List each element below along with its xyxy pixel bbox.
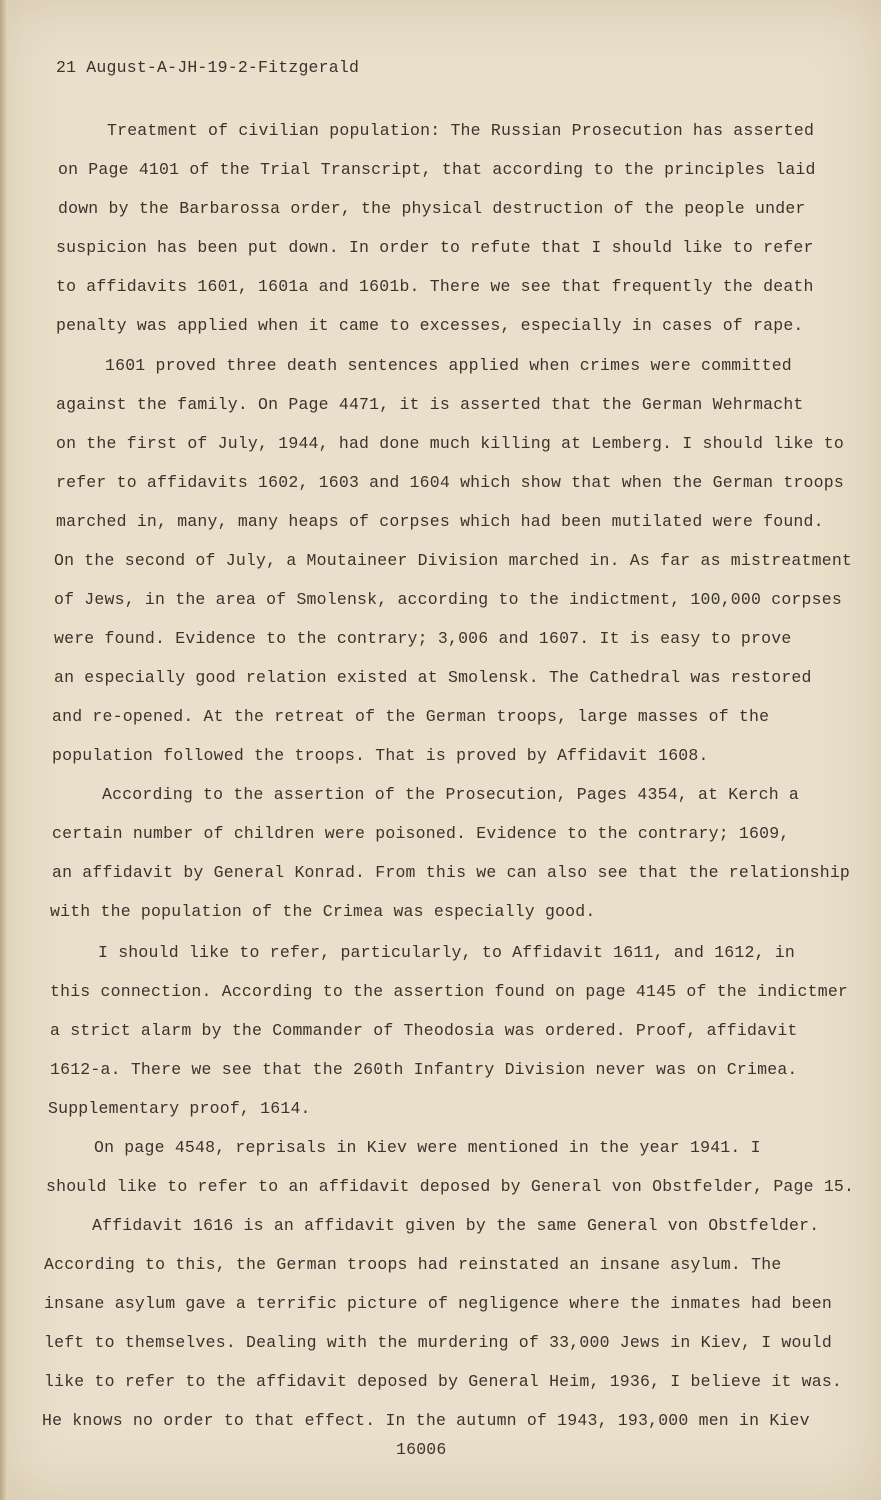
text-line: to affidavits 1601, 1601a and 1601b. There we see that frequently the death (56, 277, 814, 296)
text-line: suspicion has been put down. In order to refute that I should like to refer (56, 238, 814, 257)
page-edge (0, 0, 8, 1500)
text-line: Affidavit 1616 is an affidavit given by the same General von Obstfelder. (92, 1216, 820, 1235)
text-line: with the population of the Crimea was especially good. (50, 902, 596, 921)
text-line: penalty was applied when it came to excesses, especially in cases of rape. (56, 316, 804, 335)
text-line: on the first of July, 1944, had done much killing at Lemberg. I should like to (56, 434, 844, 453)
text-line: against the family. On Page 4471, it is asserted that the German Wehrmacht (56, 395, 804, 414)
text-line: a strict alarm by the Commander of Theodosia was ordered. Proof, affidavit (50, 1021, 798, 1040)
text-line: on Page 4101 of the Trial Transcript, that according to the principles laid (58, 160, 816, 179)
text-line: He knows no order to that effect. In the autumn of 1943, 193,000 men in Kiev (42, 1411, 810, 1430)
text-line: an affidavit by General Konrad. From this we can also see that the relationship (52, 863, 851, 882)
text-line: certain number of children were poisoned. Evidence to the contrary; 1609, (52, 824, 790, 843)
text-line: I should like to refer, particularly, to Affidavit 1611, and 1612, in (98, 943, 796, 962)
text-line: and re-opened. At the retreat of the German troops, large masses of the (52, 707, 770, 726)
text-line: marched in, many, many heaps of corpses which had been mutilated were found. (56, 512, 824, 531)
text-line: 1612-a. There we see that the 260th Infantry Division never was on Crimea. (50, 1060, 798, 1079)
text-line: left to themselves. Dealing with the murdering of 33,000 Jews in Kiev, I would (44, 1333, 832, 1352)
text-line: were found. Evidence to the contrary; 3,006 and 1607. It is easy to prove (54, 629, 792, 648)
text-line: down by the Barbarossa order, the physical destruction of the people under (58, 199, 806, 218)
text-line: like to refer to the affidavit deposed by General Heim, 1936, I believe it was. (44, 1372, 843, 1391)
text-line: an especially good relation existed at Smolensk. The Cathedral was restored (54, 668, 812, 687)
text-line: should like to refer to an affidavit deposed by General von Obstfelder, Page 15. (46, 1177, 855, 1196)
text-line: Supplementary proof, 1614. (48, 1099, 311, 1118)
text-line: Treatment of civilian population: The Russian Prosecution has asserted (107, 121, 815, 140)
text-line: According to this, the German troops had reinstated an insane asylum. The (44, 1255, 782, 1274)
text-line: On page 4548, reprisals in Kiev were mentioned in the year 1941. I (94, 1138, 761, 1157)
text-line: this connection. According to the assertion found on page 4145 of the indictmer (50, 982, 849, 1001)
text-line: refer to affidavits 1602, 1603 and 1604 which show that when the German troops (56, 473, 844, 492)
text-line: insane asylum gave a terrific picture of negligence where the inmates had been (44, 1294, 832, 1313)
page-number: 16006 (396, 1440, 447, 1459)
text-line: According to the assertion of the Prosecution, Pages 4354, at Kerch a (102, 785, 800, 804)
text-line: population followed the troops. That is proved by Affidavit 1608. (52, 746, 709, 765)
text-line: On the second of July, a Moutaineer Division marched in. As far as mistreatment (54, 551, 853, 570)
text-line: of Jews, in the area of Smolensk, according to the indictment, 100,000 corpses (54, 590, 842, 609)
document-header: 21 August-A-JH-19-2-Fitzgerald (56, 58, 360, 77)
text-line: 1601 proved three death sentences applied when crimes were committed (105, 356, 792, 375)
